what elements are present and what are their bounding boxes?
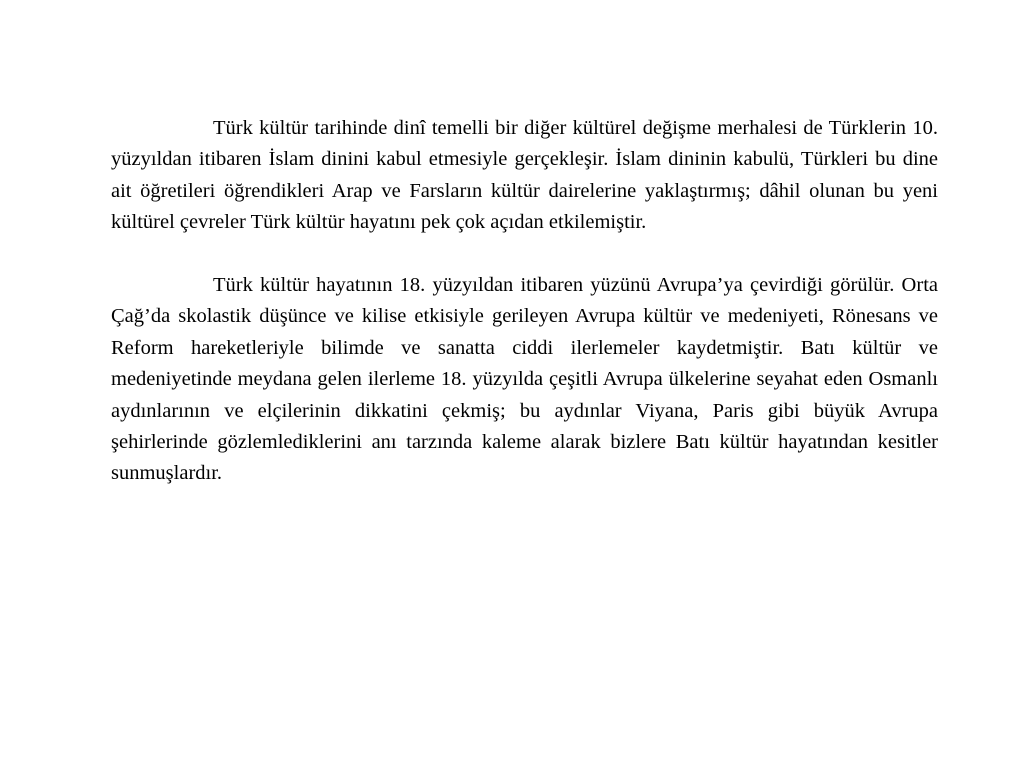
paragraph-europe: Türk kültür hayatının 18. yüzyıldan itibaren yüzünü Avrupa’ya çevirdiği görülür. Orta Çağ’da skolastik düşünce ve kilise etkisiyle gerileyen Avrupa kültür ve medeniyeti, Rönesans ve Reform hareketleriyle bilimde ve sanatta ciddi ilerlemeler kaydetmiştir. Batı kültür ve medeniyetinde meydana gelen ilerleme 18. yüzyılda çeşitli Avrupa ülkelerine seyahat eden Osmanlı aydınlarının ve elçilerinin dikkatini çekmiş; bu aydınlar Viyana, Paris gibi büyük Avrupa şehirlerinde gözlemlediklerini anı tarzında kaleme alarak bizlere Batı kültür hayatından kesitler sunmuşlardır. (111, 274, 938, 485)
body-text-block (111, 113, 938, 490)
paragraph-islam: Türk kültür tarihinde dinî temelli bir diğer kültürel değişme merhalesi de Türklerin 10. yüzyıldan itibaren İslam dinini kabul etmesiyle gerçekleşir. İslam dininin kabulü, Türkleri bu dine ait öğretileri öğrendikleri Arap ve Farsların kültür dairelerine yaklaştırmış; dâhil olunan bu yeni kültürel çevreler Türk kültür hayatını pek çok açıdan etkilemiştir. (111, 117, 938, 234)
